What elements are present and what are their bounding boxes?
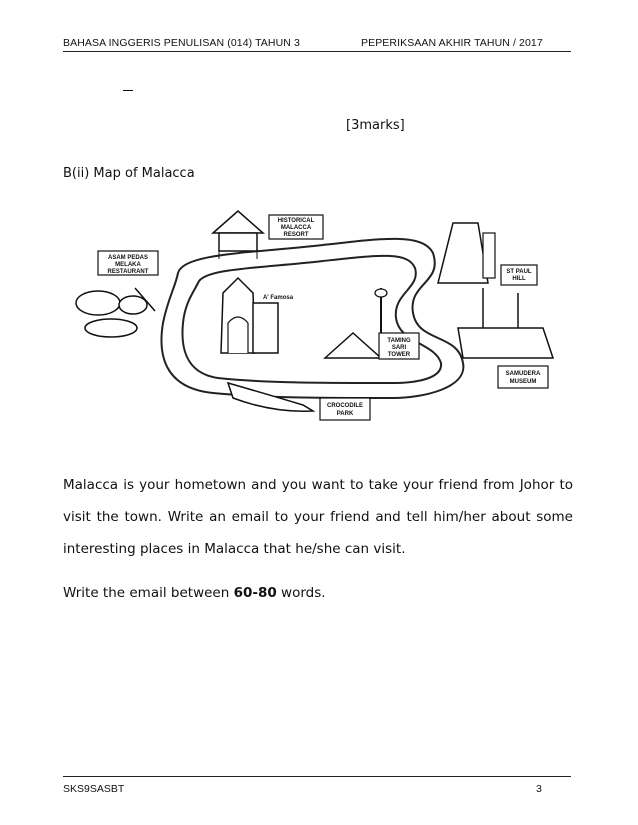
label-resort-2: MALACCA bbox=[280, 225, 312, 231]
label-stpaul-1: ST PAUL bbox=[506, 269, 532, 275]
label-museum-1: SAMUDERA bbox=[505, 371, 541, 377]
label-restaurant-1: ASAM PEDAS bbox=[107, 255, 149, 261]
section-title: B(ii) Map of Malacca bbox=[63, 166, 195, 181]
footer-rule bbox=[63, 776, 571, 777]
label-resort-1: HISTORICAL bbox=[277, 218, 315, 224]
header-right: PEPERIKSAAN AKHIR TAHUN / 2017 bbox=[361, 37, 543, 49]
header-left: BAHASA INGGERIS PENULISAN (014) TAHUN 3 bbox=[63, 37, 300, 49]
label-tower-3: TOWER bbox=[387, 352, 411, 358]
label-croc-1: CROCODILE bbox=[327, 403, 363, 409]
famosa-icon bbox=[221, 278, 278, 353]
header-rule bbox=[63, 51, 571, 52]
word-count-prefix: Write the email between bbox=[63, 585, 234, 601]
label-stpaul-2: HILL bbox=[512, 276, 526, 282]
footer-code: SKS9SASBT bbox=[63, 783, 125, 795]
label-museum-2: MUSEUM bbox=[509, 379, 537, 385]
malacca-map bbox=[63, 193, 573, 433]
label-restaurant-3: RESTAURANT bbox=[107, 269, 149, 275]
word-count-range: 60-80 bbox=[233, 585, 277, 601]
word-count-suffix: words. bbox=[276, 585, 326, 601]
marks-label: [3marks] bbox=[346, 118, 405, 133]
label-tower-1: TAMING bbox=[387, 338, 411, 344]
answer-dash bbox=[123, 90, 133, 91]
label-tower-2: SARI bbox=[391, 345, 407, 351]
label-resort-3: RESORT bbox=[283, 232, 309, 238]
label-famosa: A' Famosa bbox=[262, 295, 294, 301]
word-count-instruction bbox=[63, 577, 573, 609]
instruction-paragraph: Malacca is your hometown and you want to take your friend from Johor to visit the town. Write an email to your friend and tell him/her about some interesting places in Malacca that he/she can visit. bbox=[63, 477, 573, 557]
label-croc-2: PARK bbox=[336, 411, 354, 417]
label-restaurant-2: MELAKA bbox=[115, 262, 141, 268]
page-number: 3 bbox=[536, 783, 542, 795]
